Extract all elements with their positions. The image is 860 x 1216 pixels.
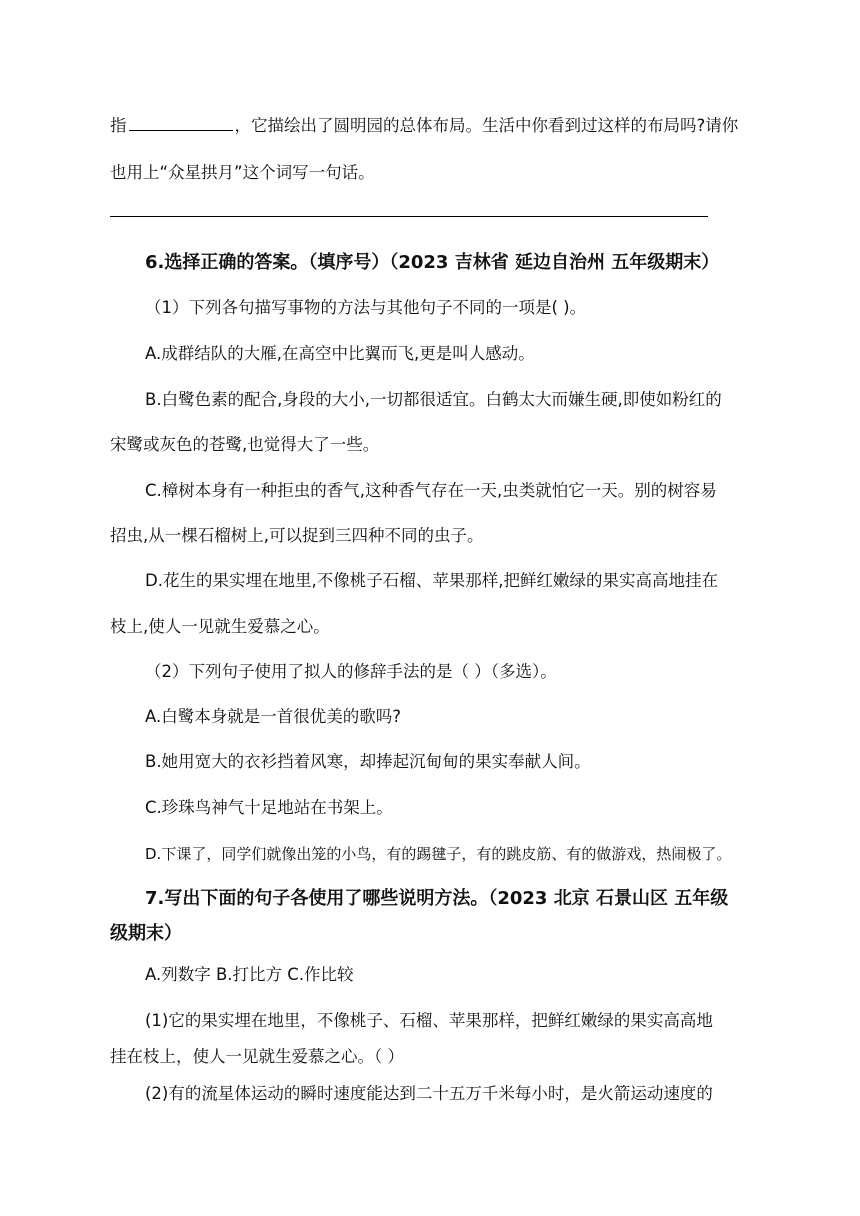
q6-option-a: A.成群结队的大雁,在高空中比翼而飞,更是叫人感动。 (145, 344, 535, 363)
q6-option-c-line1: C.樟树本身有一种拒虫的香气,这种香气存在一天,虫类就怕它一天。别的树容易 (145, 481, 717, 500)
q7-options: A.列数字 B.打比方 C.作比较 (145, 965, 354, 984)
q6-option-d-line1: D.花生的果实埋在地里,不像桃子石榴、苹果那样,把鲜红嫩绿的果实高高地挂在 (145, 571, 718, 590)
q6-2-option-d: D.下课了，同学们就像出笼的小鸟，有的踢毽子，有的跳皮筋、有的做游戏，热闹极了。 (145, 845, 732, 863)
q7-sentence-1-line2: 挂在枝上，使人一见就生爱慕之心。（ ） (110, 1047, 404, 1066)
answer-blank[interactable] (129, 114, 233, 131)
q6-2-option-c: C.珍珠鸟神气十足地站在书架上。 (145, 798, 393, 817)
intro-line-1 (110, 114, 738, 138)
q6-subquestion-2: （2）下列句子使用了拟人的修辞手法的是（ ）（多选）。 (145, 662, 557, 681)
q6-2-option-b: B.她用宽大的衣衫挡着风寒，却捧起沉甸甸的果实奉献人间。 (145, 752, 591, 771)
q7-sentence-1-line1: (1)它的果实埋在地里，不像桃子、石榴、苹果那样，把鲜红嫩绿的果实高高地 (145, 1011, 713, 1030)
intro-line-2: 也用上“众星拱月”这个词写一句话。 (110, 163, 375, 182)
q6-option-c-line2: 招虫,从一棵石榴树上,可以捉到三四种不同的虫子。 (110, 526, 484, 545)
q6-option-d-line2: 枝上,使人一见就生爱慕之心。 (110, 617, 330, 636)
q6-subquestion-1: （1）下列各句描写事物的方法与其他句子不同的一项是( )。 (145, 298, 587, 317)
intro-text-start: 指 (110, 116, 127, 135)
answer-line[interactable] (110, 216, 708, 217)
question-7-title-line1: 7.写出下面的句子各使用了哪些说明方法。（2023 北京 石景山区 五年级 (145, 888, 729, 909)
intro-text-rest: ，它描绘出了圆明园的总体布局。生活中你看到过这样的布局吗?请你 (234, 116, 739, 135)
q7-sentence-2-line1: (2)有的流星体运动的瞬时速度能达到二十五万千米每小时，是火箭运动速度的 (145, 1084, 713, 1103)
q6-2-option-a: A.白鹭本身就是一首很优美的歌吗? (145, 707, 401, 726)
q6-option-b-line2: 宋鹭或灰色的苍鹭,也觉得大了一些。 (110, 435, 380, 454)
question-6-title: 6.选择正确的答案。（填序号）（2023 吉林省 延边自治州 五年级期末） (145, 252, 720, 273)
q6-option-b-line1: B.白鹭色素的配合,身段的大小,一切都很适宜。白鹤太大而嫌生硬,即使如粉红的 (145, 390, 722, 409)
question-7-title-line2: 级期末） (110, 923, 182, 944)
